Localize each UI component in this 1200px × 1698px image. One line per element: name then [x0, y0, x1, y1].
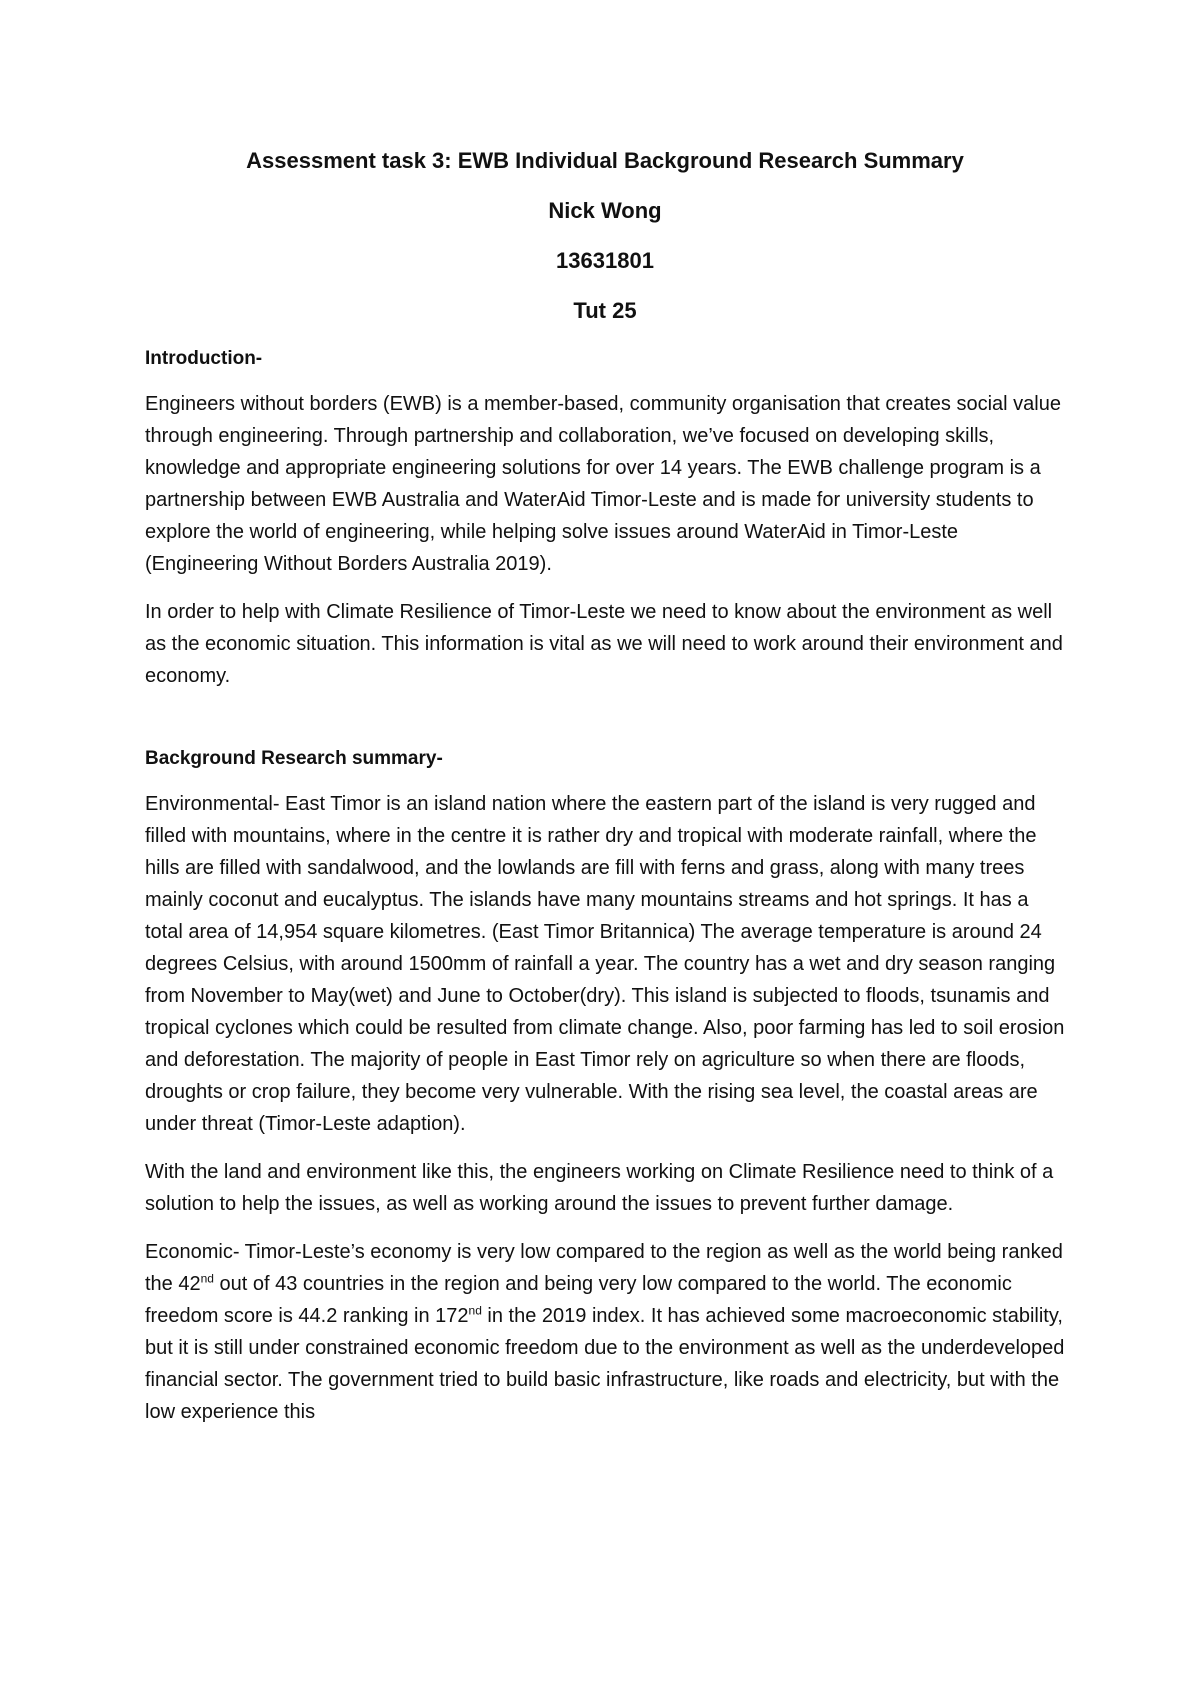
- economic-text-1: Economic- Timor-Leste’s economy is very low compared to the region as well as the world being ranked the 42: [145, 1241, 1063, 1295]
- economic-text-3: in the 2019 index. It has achieved some macroeconomic stability, but it is still under constrained economic freedom due to the environment as well as the underdeveloped financial sector. The government tried to build basic infrastructure, like roads and electricity, but with the low experience this: [145, 1305, 1065, 1423]
- introduction-paragraph-2: In order to help with Climate Resilience of Timor-Leste we need to know about the environment as well as the economic situation. This information is vital as we will need to work around their environment and economy.: [145, 601, 1063, 687]
- student-id: 13631801: [556, 248, 654, 273]
- climate-resilience-paragraph: With the land and environment like this, the engineers working on Climate Resilience need to think of a solution to help the issues, as well as working around the issues to prevent further damage.: [145, 1161, 1054, 1215]
- economic-text-2: out of 43 countries in the region and being very low compared to the world. The economic freedom score is 44.2 ranking in 172: [145, 1273, 1012, 1327]
- background-heading: Background Research summary-: [145, 748, 443, 769]
- introduction-paragraph-1: Engineers without borders (EWB) is a member-based, community organisation that creates social value through engineering. Through partnership and collaboration, we’ve focused on developing skills, knowledge and appropriate engineering solutions for over 14 years. The EWB challenge program is a partnership between EWB Australia and WaterAid Timor-Leste and is made for university students to explore the world of engineering, while helping solve issues around WaterAid in Timor-Leste (Engineering Without Borders Australia 2019).: [145, 393, 1061, 575]
- introduction-heading: Introduction-: [145, 348, 263, 369]
- ordinal-suffix-1: nd: [200, 1271, 214, 1286]
- economic-paragraph: [145, 1236, 1065, 1428]
- environmental-paragraph: Environmental- East Timor is an island nation where the eastern part of the island is very rugged and filled with mountains, where in the centre it is rather dry and tropical with moderate rainfall, where the hills are filled with sandalwood, and the lowlands are fill with ferns and grass, along with many trees mainly coconut and eucalyptus. The islands have many mountains streams and hot springs. It has a total area of 14,954 square kilometres. (East Timor Britannica) The average temperature is around 24 degrees Celsius, with around 1500mm of rainfall a year. The country has a wet and dry season ranging from November to May(wet) and June to October(dry). This island is subjected to floods, tsunamis and tropical cyclones which could be resulted from climate change. Also, poor farming has led to soil erosion and deforestation. The majority of people in East Timor rely on agriculture so when there are floods, droughts or crop failure, they become very vulnerable. With the rising sea level, the coastal areas are under threat (Timor-Leste adaption).: [145, 793, 1065, 1135]
- author-name: Nick Wong: [548, 198, 662, 223]
- section-spacer: [145, 708, 1065, 748]
- tutorial-number: Tut 25: [573, 298, 637, 323]
- document-title: Assessment task 3: EWB Individual Background Research Summary: [246, 148, 964, 173]
- page-content: [145, 148, 1065, 1444]
- ordinal-suffix-2: nd: [468, 1303, 482, 1318]
